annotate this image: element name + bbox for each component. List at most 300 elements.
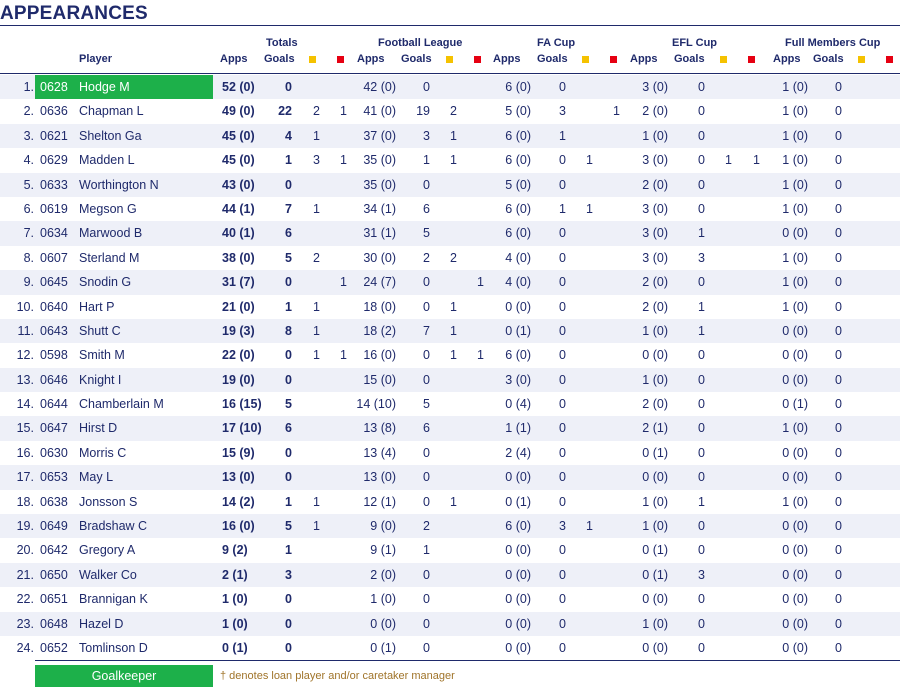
fl-apps: 18 (0): [363, 299, 396, 314]
player-name: Brannigan K: [79, 592, 148, 607]
fa-goals: 0: [559, 275, 566, 290]
red-card-icon: [748, 56, 755, 63]
fa-yellow: 1: [586, 201, 593, 216]
player-name: Smith M: [79, 348, 125, 363]
efl-goals: 0: [698, 80, 705, 94]
efl-red: 1: [753, 153, 760, 168]
fl-apps: 37 (0): [363, 128, 396, 143]
player-code: 0619: [40, 201, 68, 216]
fm-apps: 1 (0): [782, 275, 808, 290]
efl-goals: 0: [698, 397, 705, 412]
fm-goals: 0: [835, 323, 842, 338]
totals-goals: 3: [285, 567, 292, 582]
fl-goals: 0: [423, 640, 430, 655]
table-row: [0, 75, 900, 99]
efl-apps: 2 (0): [642, 177, 668, 192]
table-row: [0, 270, 900, 294]
red-card-icon: [886, 56, 893, 63]
efl-apps: 2 (0): [642, 299, 668, 314]
fa-apps: 6 (0): [505, 519, 531, 534]
fl-apps: 41 (0): [363, 104, 396, 119]
efl-goals: 1: [698, 226, 705, 241]
fa-apps: 2 (4): [505, 445, 531, 460]
efl-apps: 2 (0): [642, 275, 668, 290]
fm-apps: 0 (0): [782, 640, 808, 655]
fl-yellow: 1: [450, 348, 457, 363]
fm-apps: 1 (0): [782, 421, 808, 436]
efl-apps: 0 (1): [642, 567, 668, 582]
fa-goals: 0: [559, 494, 566, 509]
totals-apps: 13 (0): [222, 470, 255, 485]
fl-yellow: 1: [450, 494, 457, 509]
fa-apps: 3 (0): [505, 372, 531, 387]
player-name: Knight I: [79, 372, 122, 387]
player-name: Megson G: [79, 201, 137, 216]
efl-apps: 0 (0): [642, 470, 668, 485]
fm-goals: 0: [835, 567, 842, 582]
fl-apps: 0 (1): [370, 640, 396, 655]
row-number: 24.: [16, 640, 34, 655]
table-row: [0, 465, 900, 489]
totals-apps: 19 (3): [222, 323, 255, 338]
fl-apps: 13 (0): [363, 470, 396, 485]
efl-apps: 1 (0): [642, 372, 668, 387]
fl-goals: 0: [423, 567, 430, 582]
column-header-efl-apps: Apps: [630, 53, 658, 65]
appearances-table: [0, 75, 900, 660]
totals-yellow: 2: [313, 250, 320, 265]
fl-goals: 0: [423, 372, 430, 387]
player-code: 0636: [40, 104, 68, 119]
fl-red: 1: [477, 275, 484, 290]
row-number: 14.: [16, 397, 34, 412]
yellow-card-icon: [309, 56, 316, 63]
fm-apps: 0 (0): [782, 323, 808, 338]
fa-goals: 0: [559, 445, 566, 460]
goalkeeper-legend: Goalkeeper: [35, 665, 213, 687]
yellow-card-icon: [582, 56, 589, 63]
efl-goals: 0: [698, 153, 705, 168]
fm-goals: 0: [835, 421, 842, 436]
fm-apps: 0 (0): [782, 567, 808, 582]
player-name: Hirst D: [79, 421, 118, 436]
player-name: Madden L: [79, 153, 135, 168]
totals-goals: 4: [285, 128, 292, 143]
group-header-totals: Totals: [266, 37, 298, 49]
fl-yellow: 2: [450, 250, 457, 265]
efl-apps: 3 (0): [642, 226, 668, 241]
totals-goals: 22: [278, 104, 292, 119]
totals-goals: 5: [285, 519, 292, 534]
table-row: [0, 538, 900, 562]
player-code: 0640: [40, 299, 68, 314]
fl-apps: 24 (7): [363, 275, 396, 290]
player-name: May L: [79, 470, 114, 485]
fl-goals: 0: [423, 470, 430, 485]
fl-apps: 18 (2): [363, 323, 396, 338]
yellow-card-icon: [858, 56, 865, 63]
group-header-fa-cup: FA Cup: [537, 37, 576, 49]
efl-apps: 2 (1): [642, 421, 668, 436]
fm-apps: 0 (0): [782, 470, 808, 485]
totals-red: 1: [340, 153, 347, 168]
player-code: 0633: [40, 177, 68, 192]
totals-apps: 2 (1): [222, 567, 248, 582]
efl-goals: 0: [698, 592, 705, 607]
column-header-totals-apps: Apps: [220, 53, 248, 65]
fm-goals: 0: [835, 592, 842, 607]
fm-apps: 0 (0): [782, 372, 808, 387]
table-row: [0, 416, 900, 440]
player-name: Worthington N: [79, 177, 159, 192]
fa-yellow: 1: [586, 519, 593, 534]
fl-yellow: 1: [450, 128, 457, 143]
row-number: 10.: [16, 299, 34, 314]
player-code: 0638: [40, 494, 68, 509]
player-code: 0647: [40, 421, 68, 436]
title-divider: [0, 25, 900, 26]
column-header-fm-apps: Apps: [773, 53, 801, 65]
efl-apps: 2 (0): [642, 104, 668, 119]
player-name: Hazel D: [79, 616, 124, 631]
totals-apps: 40 (1): [222, 226, 255, 241]
fm-apps: 0 (0): [782, 445, 808, 460]
efl-goals: 0: [698, 519, 705, 534]
totals-apps: 49 (0): [222, 104, 255, 119]
totals-apps: 31 (7): [222, 275, 255, 290]
fa-goals: 0: [559, 397, 566, 412]
player-name: Hart P: [79, 299, 115, 314]
fa-goals: 0: [559, 470, 566, 485]
yellow-card-icon: [446, 56, 453, 63]
fm-apps: 0 (1): [782, 397, 808, 412]
fl-apps: 34 (1): [363, 201, 396, 216]
table-row: [0, 587, 900, 611]
totals-goals: 0: [285, 177, 292, 192]
fa-apps: 0 (0): [505, 616, 531, 631]
fa-apps: 0 (1): [505, 323, 531, 338]
red-card-icon: [474, 56, 481, 63]
fl-yellow: 1: [450, 323, 457, 338]
player-code: 0644: [40, 397, 68, 412]
efl-apps: 2 (0): [642, 397, 668, 412]
row-number: 5.: [23, 177, 34, 192]
fm-goals: 0: [835, 348, 842, 363]
fa-goals: 0: [559, 543, 566, 558]
totals-apps: 0 (1): [222, 640, 248, 655]
player-name: Hodge M: [79, 80, 130, 94]
fa-goals: 0: [559, 153, 566, 168]
efl-apps: 3 (0): [642, 201, 668, 216]
efl-apps: 3 (0): [642, 80, 668, 94]
fa-apps: 0 (0): [505, 640, 531, 655]
fa-goals: 0: [559, 348, 566, 363]
totals-yellow: 1: [313, 348, 320, 363]
totals-goals: 8: [285, 323, 292, 338]
fa-goals: 1: [559, 201, 566, 216]
fl-goals: 0: [423, 275, 430, 290]
fl-goals: 0: [423, 494, 430, 509]
player-name: Marwood B: [79, 226, 143, 241]
row-number: 11.: [17, 323, 34, 338]
player-code: 0642: [40, 543, 68, 558]
fa-goals: 3: [559, 519, 566, 534]
totals-apps: 45 (0): [222, 128, 255, 143]
fl-apps: 13 (8): [363, 421, 396, 436]
fl-goals: 0: [423, 177, 430, 192]
totals-apps: 38 (0): [222, 250, 255, 265]
fm-goals: 0: [835, 543, 842, 558]
efl-apps: 0 (0): [642, 592, 668, 607]
red-card-icon: [337, 56, 344, 63]
totals-yellow: 1: [313, 299, 320, 314]
table-row: [0, 368, 900, 392]
fl-apps: 16 (0): [363, 348, 396, 363]
fa-apps: 4 (0): [505, 275, 531, 290]
fa-apps: 0 (0): [505, 299, 531, 314]
totals-red: 1: [340, 348, 347, 363]
fm-goals: 0: [835, 372, 842, 387]
fm-goals: 0: [835, 104, 842, 119]
totals-apps: 21 (0): [222, 299, 255, 314]
fl-apps: 2 (0): [370, 567, 396, 582]
fm-apps: 1 (0): [782, 128, 808, 143]
fm-apps: 1 (0): [782, 80, 808, 94]
fa-goals: 0: [559, 640, 566, 655]
row-number: 16.: [16, 445, 34, 460]
player-name: Morris C: [79, 445, 127, 460]
table-row: [0, 246, 900, 270]
fa-apps: 6 (0): [505, 226, 531, 241]
group-header-efl-cup: EFL Cup: [672, 37, 718, 49]
row-number: 7.: [23, 226, 34, 241]
efl-goals: 3: [698, 250, 705, 265]
yellow-card-icon: [720, 56, 727, 63]
efl-goals: 1: [698, 494, 705, 509]
player-name: Shutt C: [79, 323, 121, 338]
efl-goals: 0: [698, 543, 705, 558]
totals-goals: 0: [285, 592, 292, 607]
player-name: Chapman L: [79, 104, 144, 119]
totals-apps: 9 (2): [222, 543, 248, 558]
fl-apps: 31 (1): [363, 226, 396, 241]
fl-yellow: 2: [450, 104, 457, 119]
totals-goals: 1: [285, 543, 292, 558]
fl-apps: 9 (0): [370, 519, 396, 534]
row-number: 22.: [16, 592, 34, 607]
totals-yellow: 3: [313, 153, 320, 168]
column-header-fa-apps: Apps: [493, 53, 521, 65]
fl-goals: 7: [423, 323, 430, 338]
fa-apps: 0 (0): [505, 543, 531, 558]
fa-apps: 0 (0): [505, 567, 531, 582]
totals-goals: 6: [285, 421, 292, 436]
fm-goals: 0: [835, 275, 842, 290]
column-header-totals-goals: Goals: [264, 53, 295, 65]
fl-apps: 35 (0): [363, 153, 396, 168]
row-number: 23.: [16, 616, 34, 631]
fm-goals: 0: [835, 177, 842, 192]
fl-goals: 6: [423, 421, 430, 436]
player-code: 0649: [40, 519, 68, 534]
row-number: 6.: [23, 201, 34, 216]
totals-goals: 0: [285, 348, 292, 363]
efl-apps: 3 (0): [642, 250, 668, 265]
totals-apps: 16 (0): [222, 519, 255, 534]
row-number: 1.: [23, 80, 34, 94]
efl-apps: 0 (1): [642, 543, 668, 558]
table-row: [0, 392, 900, 416]
fm-apps: 0 (0): [782, 348, 808, 363]
fl-goals: 1: [423, 153, 430, 168]
efl-goals: 0: [698, 616, 705, 631]
row-number: 20.: [16, 543, 34, 558]
row-number: 18.: [16, 494, 34, 509]
fa-apps: 6 (0): [505, 80, 531, 94]
fa-apps: 4 (0): [505, 250, 531, 265]
footer-divider: [35, 660, 900, 661]
totals-goals: 7: [285, 201, 292, 216]
totals-apps: 1 (0): [222, 616, 248, 631]
player-code: 0629: [40, 153, 68, 168]
fm-goals: 0: [835, 494, 842, 509]
fa-apps: 6 (0): [505, 153, 531, 168]
fm-apps: 0 (0): [782, 616, 808, 631]
player-code: 0646: [40, 372, 68, 387]
fl-apps: 9 (1): [370, 543, 396, 558]
totals-goals: 0: [285, 275, 292, 290]
efl-goals: 1: [698, 323, 705, 338]
table-row: [0, 197, 900, 221]
player-name: Shelton Ga: [79, 128, 142, 143]
efl-goals: 3: [698, 567, 705, 582]
fl-goals: 1: [423, 543, 430, 558]
efl-apps: 3 (0): [642, 153, 668, 168]
table-row: [0, 173, 900, 197]
fm-apps: 0 (0): [782, 226, 808, 241]
fl-apps: 15 (0): [363, 372, 396, 387]
group-header-football-league: Football League: [378, 37, 463, 49]
efl-apps: 0 (0): [642, 348, 668, 363]
fm-goals: 0: [835, 128, 842, 143]
totals-goals: 1: [285, 494, 292, 509]
page-title: APPEARANCES: [0, 3, 148, 24]
efl-apps: 0 (0): [642, 640, 668, 655]
row-number: 15.: [16, 421, 34, 436]
fa-goals: 0: [559, 250, 566, 265]
totals-red: 1: [340, 104, 347, 119]
fm-apps: 1 (0): [782, 299, 808, 314]
player-name: Tomlinson D: [79, 640, 148, 655]
fm-apps: 1 (0): [782, 201, 808, 216]
totals-apps: 15 (9): [222, 445, 255, 460]
efl-apps: 1 (0): [642, 128, 668, 143]
fm-goals: 0: [835, 80, 842, 94]
fl-goals: 0: [423, 299, 430, 314]
player-name: Bradshaw C: [79, 519, 148, 534]
table-row: [0, 514, 900, 538]
totals-apps: 1 (0): [222, 592, 248, 607]
fa-apps: 6 (0): [505, 348, 531, 363]
fl-apps: 12 (1): [363, 494, 396, 509]
totals-goals: 1: [285, 153, 292, 168]
totals-apps: 19 (0): [222, 372, 255, 387]
fa-apps: 1 (1): [505, 421, 531, 436]
totals-yellow: 2: [313, 104, 320, 119]
fl-goals: 5: [423, 397, 430, 412]
efl-apps: 1 (0): [642, 519, 668, 534]
fl-apps: 30 (0): [363, 250, 396, 265]
row-number: 12.: [16, 348, 34, 363]
table-row: [0, 221, 900, 245]
fm-goals: 0: [835, 397, 842, 412]
fm-apps: 1 (0): [782, 177, 808, 192]
totals-goals: 1: [285, 299, 292, 314]
table-row: [0, 295, 900, 319]
fa-goals: 0: [559, 323, 566, 338]
totals-apps: 43 (0): [222, 177, 255, 192]
row-number: 21.: [16, 567, 34, 582]
table-row: [0, 441, 900, 465]
fl-yellow: 1: [450, 153, 457, 168]
column-header-fl-goals: Goals: [401, 53, 432, 65]
efl-goals: 0: [698, 348, 705, 363]
totals-yellow: 1: [313, 494, 320, 509]
loan-player-note: † denotes loan player and/or caretaker manager: [220, 670, 455, 682]
player-code: 0607: [40, 250, 68, 265]
player-code: 0651: [40, 592, 68, 607]
fa-apps: 0 (0): [505, 470, 531, 485]
fa-apps: 6 (0): [505, 128, 531, 143]
fl-goals: 2: [423, 250, 430, 265]
player-code: 0630: [40, 445, 68, 460]
fa-apps: 0 (4): [505, 397, 531, 412]
totals-apps: 22 (0): [222, 348, 255, 363]
fl-goals: 19: [416, 104, 430, 119]
fl-goals: 0: [423, 616, 430, 631]
totals-goals: 0: [285, 616, 292, 631]
row-number: 4.: [23, 153, 34, 168]
efl-goals: 0: [698, 275, 705, 290]
table-row: [0, 343, 900, 367]
fa-apps: 0 (1): [505, 494, 531, 509]
player-name: Chamberlain M: [79, 397, 164, 412]
totals-goals: 0: [285, 640, 292, 655]
column-header-fa-goals: Goals: [537, 53, 568, 65]
row-number: 9.: [23, 275, 34, 290]
fa-apps: 0 (0): [505, 592, 531, 607]
column-header-player: Player: [79, 53, 113, 65]
fm-goals: 0: [835, 470, 842, 485]
fl-goals: 0: [423, 348, 430, 363]
totals-yellow: 1: [313, 323, 320, 338]
efl-goals: 1: [698, 299, 705, 314]
totals-goals: 0: [285, 445, 292, 460]
fa-goals: 0: [559, 177, 566, 192]
efl-goals: 0: [698, 445, 705, 460]
totals-apps: 16 (15): [222, 397, 262, 412]
row-number: 19.: [16, 519, 34, 534]
fa-goals: 3: [559, 104, 566, 119]
efl-goals: 0: [698, 128, 705, 143]
fl-apps: 0 (0): [370, 616, 396, 631]
row-number: 8.: [23, 250, 34, 265]
fl-goals: 0: [423, 445, 430, 460]
fa-goals: 0: [559, 299, 566, 314]
player-name: Jonsson S: [79, 494, 138, 509]
header-divider: [0, 73, 900, 74]
efl-goals: 0: [698, 201, 705, 216]
